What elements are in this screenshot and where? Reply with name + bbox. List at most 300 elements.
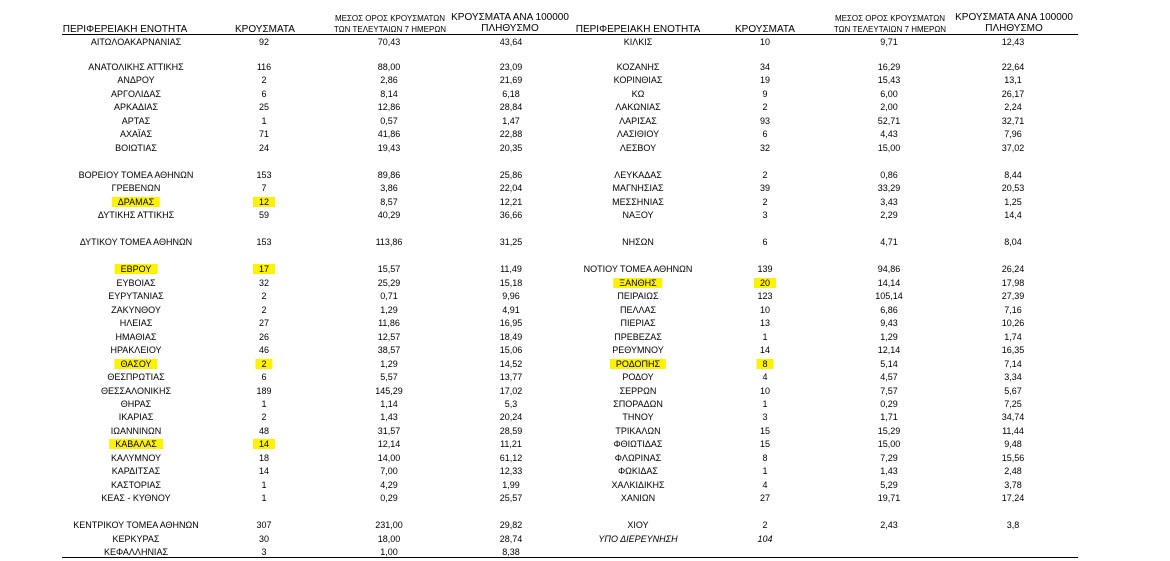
left-row-30-cases (261, 492, 266, 505)
left-row-27-cases-text: 18 (258, 453, 270, 463)
left-row-5-cases-text: 1 (261, 116, 267, 126)
left-row-4-cases-text: 25 (258, 102, 270, 112)
left-row-27-name (111, 452, 161, 465)
right-row-10-cases-text: 2 (762, 197, 768, 207)
right-row-22-per100k (1004, 385, 1022, 398)
left-row-6-per100k (500, 128, 523, 141)
left-row-4-cases (259, 101, 269, 114)
left-row-10-per100k (500, 196, 523, 209)
right-row-8-name-text: ΛΕΥΚΑΔΑΣ (614, 170, 662, 180)
left-row-9-avg7-text: 3,86 (380, 183, 398, 193)
left-row-0-cases-text: 92 (258, 37, 270, 47)
left-row-8-avg7-text: 89,86 (377, 170, 401, 180)
left-row-15-avg7-text: 0,71 (380, 291, 398, 301)
right-row-4-avg7 (880, 101, 898, 114)
right-row-9-name (612, 182, 663, 195)
left-row-6-avg7 (378, 128, 401, 141)
left-row-24-avg7-text: 1,43 (380, 412, 398, 422)
right-row-29-name (611, 479, 664, 492)
right-row-23-name-text: ΣΠΟΡΑΔΩΝ (613, 399, 663, 409)
right-row-31-per100k-text: 3,8 (1006, 520, 1020, 530)
right-row-31-avg7 (880, 519, 898, 532)
left-row-16-cases-text: 2 (261, 305, 267, 315)
right-row-20-avg7-text: 5,14 (880, 359, 898, 369)
right-row-8-cases-text: 2 (762, 170, 768, 180)
header-cases-label: ΚΡΟΥΣΜΑΤΑ (235, 24, 295, 35)
right-row-27-cases (762, 452, 767, 465)
right-row-29-cases-text: 4 (762, 480, 768, 490)
right-row-10-per100k (1004, 196, 1022, 209)
right-row-29-cases (762, 479, 767, 492)
left-row-25-per100k-text: 28,59 (499, 426, 523, 436)
right-row-31-name-text: ΧΙΟΥ (627, 520, 649, 530)
left-row-20-name (114, 358, 157, 371)
right-row-19-cases (760, 344, 770, 357)
right-row-17-per100k-text: 10,26 (1001, 318, 1025, 328)
right-row-6-avg7-text: 4,43 (880, 129, 898, 139)
left-row-19-avg7 (378, 344, 401, 357)
right-row-4-cases-text: 2 (762, 102, 768, 112)
left-row-25-avg7-text: 31,57 (377, 426, 401, 436)
left-row-30-avg7 (380, 492, 398, 505)
left-row-32-name-text: ΚΕΡΚΥΡΑΣ (112, 534, 160, 544)
left-row-23-name-text: ΘΗΡΑΣ (120, 399, 152, 409)
left-row-15-cases (261, 290, 266, 303)
left-row-12-avg7 (376, 236, 403, 249)
right-row-14-per100k (1002, 277, 1025, 290)
left-row-10-per100k-text: 12,21 (499, 197, 523, 207)
right-row-22-per100k-text: 5,67 (1004, 386, 1022, 396)
left-row-0-cases (259, 36, 269, 49)
left-row-12-avg7-text: 113,86 (375, 237, 403, 247)
left-row-28-avg7 (380, 465, 398, 478)
left-row-14-cases-text: 32 (258, 278, 270, 288)
left-row-4-per100k (500, 101, 523, 114)
left-row-26-name-text: ΚΑΒΑΛΑΣ (109, 439, 163, 449)
right-row-5-cases (760, 115, 770, 128)
right-row-5-per100k-text: 32,71 (1001, 116, 1025, 126)
left-row-31-per100k (500, 519, 523, 532)
left-row-6-name-text: ΑΧΑΪΑΣ (119, 129, 153, 139)
right-row-26-per100k (1004, 438, 1022, 451)
left-row-25-cases (259, 425, 269, 438)
right-row-15-cases (757, 290, 772, 303)
right-row-21-cases-text: 4 (762, 372, 768, 382)
right-row-17-name (620, 317, 655, 330)
right-row-14-avg7-text: 14,14 (877, 278, 901, 288)
left-row-27-per100k-text: 61,12 (499, 453, 523, 463)
right-row-30-avg7-text: 19,71 (877, 493, 901, 503)
left-row-24-avg7 (380, 411, 398, 424)
header-region-label: ΠΕΡΙΦΕΡΕΙΑΚΗ ΕΝΟΤΗΤΑ (575, 24, 701, 35)
left-row-13-per100k-text: 11,49 (500, 264, 522, 274)
left-row-29-name-text: ΚΑΣΤΟΡΙΑΣ (111, 480, 161, 490)
right-row-31-cases (762, 519, 767, 532)
right-row-0-name (624, 36, 653, 49)
right-row-17-avg7 (880, 317, 898, 330)
right-row-27-per100k-text: 15,56 (1001, 453, 1025, 463)
left-row-5-avg7 (380, 115, 398, 128)
left-row-18-name-text: ΗΜΑΘΙΑΣ (115, 332, 157, 342)
right-row-28-per100k (1004, 465, 1022, 478)
right-row-16-per100k-text: 7,16 (1004, 305, 1022, 315)
left-row-26-avg7-text: 12,14 (377, 439, 401, 449)
header-avg7-line1: ΜΕΣΟΣ ΟΡΟΣ ΚΡΟΥΣΜΑΤΩΝ (834, 14, 946, 23)
right-row-4-avg7-text: 2,00 (880, 102, 898, 112)
left-row-11-avg7-text: 40,29 (377, 210, 401, 220)
right-row-11-avg7-text: 2,29 (880, 210, 898, 220)
right-row-25-name-text: ΤΡΙΚΑΛΩΝ (615, 426, 661, 436)
left-row-17-name-text: ΗΛΕΙΑΣ (119, 318, 153, 328)
header-per100k-right (948, 12, 1080, 34)
right-row-6-name-text: ΛΑΣΙΘΙΟΥ (616, 129, 660, 139)
left-row-2-avg7-text: 2,86 (380, 75, 398, 85)
left-row-25-cases-text: 48 (258, 426, 270, 436)
right-row-25-per100k-text: 11,44 (1002, 426, 1024, 436)
left-row-14-avg7-text: 25,29 (377, 278, 401, 288)
left-row-26-cases-text: 14 (253, 439, 275, 449)
right-row-6-per100k-text: 7,96 (1004, 129, 1022, 139)
left-row-19-per100k-text: 15,06 (499, 345, 523, 355)
left-row-33-avg7-text: 1,00 (380, 547, 398, 557)
right-row-18-per100k-text: 1,74 (1004, 332, 1022, 342)
right-row-2-name (614, 74, 663, 87)
left-row-5-per100k (502, 115, 520, 128)
left-row-28-name-text: ΚΑΡΔΙΤΣΑΣ (111, 466, 161, 476)
left-row-23-per100k (505, 398, 518, 411)
right-row-9-avg7-text: 33,29 (877, 183, 901, 193)
right-row-0-cases-text: 10 (759, 37, 771, 47)
right-row-3-cases-text: 9 (762, 89, 768, 99)
left-row-28-per100k-text: 12,33 (499, 466, 523, 476)
right-row-11-name (622, 209, 653, 222)
header-per100k-line1: ΚΡΟΥΣΜΑΤΑ ΑΝΑ 100000 (451, 12, 569, 23)
left-row-3-avg7-text: 8,14 (380, 89, 398, 99)
right-row-21-avg7-text: 4,57 (880, 372, 898, 382)
right-row-30-name (621, 492, 655, 505)
left-row-1-per100k-text: 23,09 (499, 62, 523, 72)
left-row-19-cases (259, 344, 269, 357)
right-row-15-name (617, 290, 658, 303)
left-row-1-avg7 (378, 61, 401, 74)
left-row-6-cases-text: 71 (258, 129, 270, 139)
left-row-20-name-text: ΘΑΣΟΥ (114, 359, 157, 369)
right-row-1-avg7 (878, 61, 901, 74)
left-row-29-per100k (502, 479, 520, 492)
right-row-31-avg7-text: 2,43 (880, 520, 898, 530)
right-row-23-cases (762, 398, 767, 411)
left-row-11-avg7 (378, 209, 401, 222)
left-row-21-avg7 (380, 371, 398, 384)
left-row-17-avg7 (378, 317, 400, 330)
left-row-18-cases (259, 331, 269, 344)
right-row-24-name-text: ΤΗΝΟΥ (622, 412, 654, 422)
left-row-5-cases (261, 115, 266, 128)
right-row-9-name-text: ΜΑΓΝΗΣΙΑΣ (612, 183, 664, 193)
right-row-3-name (632, 88, 645, 101)
header-avg7-left (315, 13, 465, 35)
left-row-12-per100k (500, 236, 523, 249)
right-row-17-avg7-text: 9,43 (880, 318, 898, 328)
header-per100k-left (445, 12, 575, 34)
left-row-14-avg7 (378, 277, 401, 290)
left-row-14-per100k (500, 277, 523, 290)
right-row-32-cases-text: 104 (757, 534, 773, 544)
right-row-20-cases (756, 358, 773, 371)
right-row-15-avg7 (875, 290, 903, 303)
left-row-8-cases (256, 169, 271, 182)
left-row-17-per100k (500, 317, 523, 330)
right-row-24-cases-text: 3 (762, 412, 768, 422)
right-row-5-name-text: ΛΑΡΙΣΑΣ (619, 116, 657, 126)
right-row-19-avg7 (878, 344, 901, 357)
left-row-25-per100k (500, 425, 523, 438)
right-row-29-avg7-text: 5,29 (880, 480, 898, 490)
right-row-16-name-text: ΠΕΛΛΑΣ (619, 305, 657, 315)
left-row-29-avg7-text: 4,29 (380, 480, 398, 490)
left-row-23-per100k-text: 5,3 (504, 399, 518, 409)
right-row-25-cases (760, 425, 770, 438)
left-row-18-per100k (500, 331, 523, 344)
right-row-5-name (619, 115, 657, 128)
left-row-2-per100k (500, 74, 523, 87)
left-row-15-per100k-text: 9,96 (502, 291, 520, 301)
right-row-17-cases (760, 317, 770, 330)
right-row-28-cases (762, 465, 767, 478)
right-row-12-name-text: ΝΗΣΩΝ (622, 237, 654, 247)
left-row-21-per100k-text: 13,77 (499, 372, 523, 382)
right-row-20-avg7 (880, 358, 898, 371)
right-row-28-avg7 (880, 465, 898, 478)
left-row-3-cases (261, 88, 266, 101)
header-per100k-line1: ΚΡΟΥΣΜΑΤΑ ΑΝΑ 100000 (955, 12, 1073, 23)
right-row-8-per100k (1004, 169, 1022, 182)
left-row-32-per100k-text: 28,74 (499, 534, 523, 544)
left-row-21-name (107, 371, 164, 384)
right-row-12-avg7-text: 4,71 (880, 237, 898, 247)
right-row-30-name-text: ΧΑΝΙΩΝ (620, 493, 656, 503)
left-row-4-name (114, 101, 158, 114)
left-row-0-name (91, 36, 181, 49)
right-row-32-name (598, 533, 677, 546)
right-row-20-cases-text: 8 (756, 359, 773, 369)
right-row-23-avg7-text: 0,29 (880, 399, 898, 409)
left-row-19-per100k (500, 344, 523, 357)
header-per100k-line2: ΠΛΗΘΥΣΜΟ (985, 23, 1043, 34)
left-row-6-per100k-text: 22,88 (499, 129, 523, 139)
left-row-10-avg7-text: 8,57 (380, 197, 398, 207)
left-row-10-avg7 (380, 196, 398, 209)
left-row-9-avg7 (380, 182, 398, 195)
right-row-19-name-text: ΡΕΘΥΜΝΟΥ (612, 345, 664, 355)
right-row-10-per100k-text: 1,25 (1004, 197, 1022, 207)
right-row-30-avg7 (878, 492, 901, 505)
left-row-31-cases-text: 307 (256, 520, 272, 530)
right-row-10-avg7 (880, 196, 898, 209)
right-row-19-avg7-text: 12,14 (877, 345, 901, 355)
right-row-29-per100k (1004, 479, 1022, 492)
left-row-12-cases-text: 153 (256, 237, 272, 247)
right-row-2-per100k (1004, 74, 1022, 87)
left-row-30-name-text: ΚΕΑΣ - ΚΥΘΝΟΥ (101, 493, 171, 503)
left-row-15-cases-text: 2 (261, 291, 267, 301)
left-row-17-cases (259, 317, 269, 330)
left-row-29-per100k-text: 1,99 (502, 480, 520, 490)
left-row-17-name (120, 317, 153, 330)
left-row-30-cases-text: 1 (261, 493, 267, 503)
left-row-19-name-text: ΗΡΑΚΛΕΙΟΥ (110, 345, 162, 355)
left-row-3-per100k-text: 6,18 (502, 89, 520, 99)
right-row-4-cases (762, 101, 767, 114)
left-row-22-cases (256, 385, 271, 398)
left-row-21-per100k (500, 371, 523, 384)
left-row-24-per100k (500, 411, 523, 424)
right-row-9-cases-text: 39 (759, 183, 771, 193)
right-row-19-per100k (1002, 344, 1025, 357)
right-row-20-per100k (1004, 358, 1022, 371)
right-row-13-per100k-text: 26,24 (1001, 264, 1025, 274)
right-row-24-per100k (1002, 411, 1025, 424)
left-row-29-name (111, 479, 161, 492)
right-row-3-per100k-text: 26,17 (1001, 89, 1025, 99)
right-row-21-avg7 (880, 371, 898, 384)
right-row-13-cases-text: 139 (757, 264, 773, 274)
left-row-31-avg7 (375, 519, 403, 532)
left-row-16-name-text: ΖΑΚΥΝΘΟΥ (111, 305, 161, 315)
right-row-22-name-text: ΣΕΡΡΩΝ (619, 386, 657, 396)
left-row-25-avg7 (378, 425, 401, 438)
right-row-9-per100k-text: 20,53 (1001, 183, 1025, 193)
left-row-3-name-text: ΑΡΓΟΛΙΔΑΣ (111, 89, 161, 99)
left-row-27-name-text: ΚΑΛΥΜΝΟΥ (110, 453, 162, 463)
right-row-14-avg7 (878, 277, 901, 290)
right-row-2-avg7-text: 15,43 (877, 75, 901, 85)
right-row-25-avg7-text: 15,29 (877, 426, 901, 436)
right-row-2-cases (760, 74, 770, 87)
right-row-21-per100k-text: 3,34 (1004, 372, 1022, 382)
right-row-20-name-text: ΡΟΔΟΠΗΣ (610, 359, 666, 369)
left-row-16-avg7-text: 1,29 (380, 305, 398, 315)
left-row-12-per100k-text: 31,25 (499, 237, 523, 247)
right-row-18-avg7-text: 1,29 (880, 332, 898, 342)
left-row-19-name (110, 344, 161, 357)
left-row-14-cases (259, 277, 269, 290)
right-row-12-per100k (1004, 236, 1022, 249)
header-cases-label: ΚΡΟΥΣΜΑΤΑ (735, 24, 795, 35)
right-row-21-cases (762, 371, 767, 384)
left-row-6-name (120, 128, 152, 141)
right-row-26-name (614, 438, 663, 451)
right-row-2-cases-text: 19 (759, 75, 771, 85)
right-row-1-name (617, 61, 660, 74)
right-row-7-cases-text: 32 (759, 143, 771, 153)
left-row-20-cases-text: 2 (255, 359, 272, 369)
right-row-11-cases (762, 209, 767, 222)
right-row-6-cases-text: 6 (762, 129, 768, 139)
left-row-33-cases-text: 3 (261, 547, 267, 557)
left-row-23-avg7 (380, 398, 398, 411)
right-row-29-avg7 (880, 479, 898, 492)
right-row-21-name-text: ΡΟΔΟΥ (622, 372, 654, 382)
left-row-32-per100k (500, 533, 523, 546)
left-row-33-avg7 (380, 546, 398, 559)
right-row-6-name (617, 128, 659, 141)
left-row-22-per100k (500, 385, 523, 398)
right-row-30-per100k-text: 17,24 (1001, 493, 1025, 503)
right-row-1-cases-text: 34 (759, 62, 771, 72)
left-row-3-name (111, 88, 161, 101)
right-row-22-avg7 (880, 385, 898, 398)
header-avg7-line1: ΜΕΣΟΣ ΟΡΟΣ ΚΡΟΥΣΜΑΤΩΝ (334, 14, 446, 23)
left-row-3-per100k (502, 88, 520, 101)
left-row-10-name (112, 196, 160, 209)
left-row-23-avg7-text: 1,14 (380, 399, 398, 409)
left-row-26-cases (253, 438, 275, 451)
right-row-28-per100k-text: 2,48 (1004, 466, 1022, 476)
header-region-label: ΠΕΡΙΦΕΡΕΙΑΚΗ ΕΝΟΤΗΤΑ (62, 24, 188, 35)
right-row-11-name-text: ΝΑΞΟΥ (622, 210, 654, 220)
right-row-25-cases-text: 15 (759, 426, 771, 436)
left-row-30-avg7-text: 0,29 (380, 493, 398, 503)
right-row-17-cases-text: 13 (759, 318, 771, 328)
left-row-22-name-text: ΘΕΣΣΑΛΟΝΙΚΗΣ (100, 386, 172, 396)
left-row-6-avg7-text: 41,86 (377, 129, 401, 139)
left-row-26-per100k (500, 438, 522, 451)
left-row-2-name (117, 74, 154, 87)
right-row-18-avg7 (880, 331, 898, 344)
right-row-28-avg7-text: 1,43 (880, 466, 898, 476)
right-row-20-per100k-text: 7,14 (1004, 359, 1022, 369)
right-row-7-per100k (1002, 142, 1025, 155)
left-row-20-avg7 (380, 358, 398, 371)
left-row-24-cases-text: 2 (261, 412, 267, 422)
left-row-24-cases (261, 411, 266, 424)
right-row-2-per100k-text: 13,1 (1004, 75, 1022, 85)
right-row-32-cases (757, 533, 772, 546)
left-row-9-name-text: ΓΡΕΒΕΝΩΝ (111, 183, 161, 193)
right-row-17-name-text: ΠΙΕΡΙΑΣ (620, 318, 656, 328)
right-row-13-name-text: ΝΟΤΙΟΥ ΤΟΜΕΑ ΑΘΗΝΩΝ (583, 264, 693, 274)
left-row-8-name-text: ΒΟΡΕΙΟΥ ΤΟΜΕΑ ΑΘΗΝΩΝ (78, 170, 194, 180)
header-avg7-right (815, 13, 965, 35)
left-row-23-cases-text: 1 (261, 399, 267, 409)
right-row-16-per100k (1004, 304, 1022, 317)
right-row-23-per100k (1004, 398, 1022, 411)
left-row-15-per100k (502, 290, 520, 303)
left-row-2-cases-text: 2 (261, 75, 267, 85)
right-row-5-avg7-text: 52,71 (877, 116, 901, 126)
left-row-9-per100k (500, 182, 523, 195)
left-row-11-per100k-text: 36,66 (499, 210, 523, 220)
left-row-26-name (109, 438, 163, 451)
left-row-18-cases-text: 26 (258, 332, 270, 342)
left-row-1-cases (257, 61, 271, 74)
header-avg7-line2: ΤΩΝ ΤΕΛΕΥΤΑΙΩΝ 7 ΗΜΕΡΩΝ (833, 25, 947, 34)
right-row-10-name (612, 196, 664, 209)
left-row-27-per100k (500, 452, 523, 465)
left-row-9-name (112, 182, 161, 195)
left-row-11-cases (259, 209, 269, 222)
right-row-22-cases-text: 10 (759, 386, 771, 396)
right-row-19-per100k-text: 16,35 (1001, 345, 1025, 355)
left-row-32-cases (259, 533, 269, 546)
right-row-26-per100k-text: 9,48 (1004, 439, 1022, 449)
right-row-16-cases-text: 10 (759, 305, 771, 315)
header-bottom-rule (62, 34, 1078, 35)
right-row-9-avg7 (878, 182, 901, 195)
right-row-25-avg7 (878, 425, 901, 438)
right-row-8-cases (762, 169, 767, 182)
